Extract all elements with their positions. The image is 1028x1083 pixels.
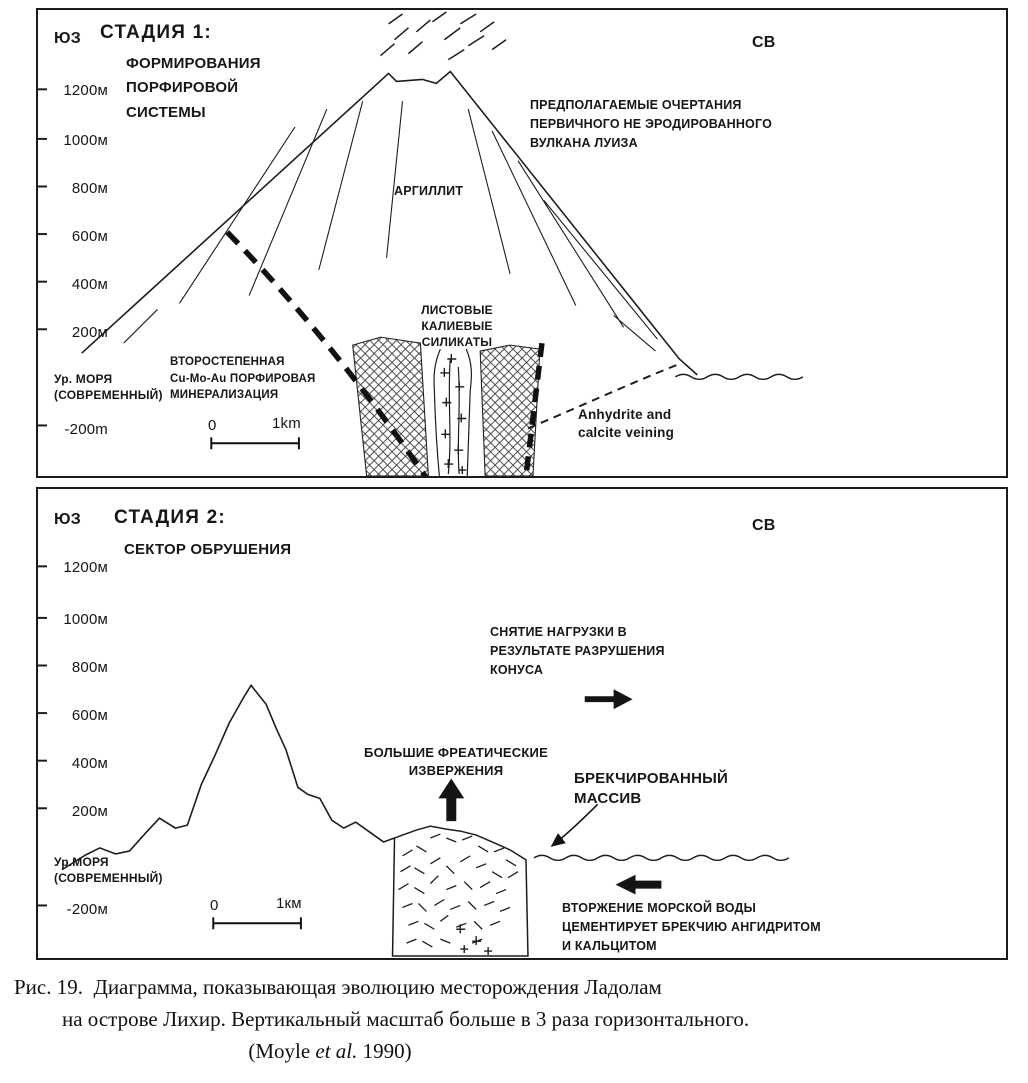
unloading-note: СНЯТИЕ НАГРУЗКИ В РЕЗУЛЬТАТЕ РАЗРУШЕНИЯ КОНУСА <box>490 625 665 677</box>
axis-label: 200м <box>71 324 108 341</box>
phreatic-arrow-up <box>438 779 464 822</box>
axis-label: 600м <box>71 707 108 724</box>
axis-label: 1200м <box>63 559 108 576</box>
breccia-leader-arrow <box>552 804 598 846</box>
et-al-italic: et al. <box>315 1039 358 1063</box>
stage2-drawing <box>38 489 1006 958</box>
seawater-note: ВТОРЖЕНИЕ МОРСКОЙ ВОДЫ ЦЕМЕНТИРУЕТ БРЕКЧИЮ АНГИДРИТОМ И КАЛЬЦИТОМ <box>562 901 821 953</box>
compass-sw-label: ЮЗ <box>54 511 81 528</box>
axis-label: 1000м <box>63 132 108 149</box>
axis-label: 800м <box>71 659 108 676</box>
axis-label: 1200м <box>63 82 108 99</box>
caption-citation: (Moyle et al. 1990) <box>248 1039 412 1063</box>
sea-level-label: Ур.МОРЯ (СОВРЕМЕННЫЙ) <box>54 855 163 886</box>
stage2-panel <box>36 487 1008 960</box>
stage-title: СТАДИЯ 1: <box>100 22 212 43</box>
stage-subtitle-line: ФОРМИРОВАНИЯ <box>126 55 261 72</box>
intrusion-core <box>434 349 471 476</box>
sea-surface <box>534 855 789 860</box>
anhydrite-veining-label: Anhydrite and calcite veining <box>578 407 675 440</box>
plus-symbols <box>440 354 466 474</box>
seawater-arrow-left <box>616 875 662 895</box>
axis-label-minus200: -200m <box>64 421 108 438</box>
elevation-ticks <box>38 89 47 425</box>
elevation-ticks <box>38 566 47 905</box>
axis-label: 1000м <box>63 611 108 628</box>
phreatic-eruptions-label: БОЛЬШИЕ ФРЕАТИЧЕСКИЕ ИЗВЕРЖЕНИЯ <box>364 745 548 779</box>
argillite-label: АРГИЛЛИТ <box>394 184 464 198</box>
caption-line-1: Рис. 19. Диаграмма, показывающая эволюцию месторождения Ладолам <box>14 975 662 999</box>
stage-title: СТАДИЯ 2: <box>114 507 226 528</box>
caption-line-2: на острове Лихир. Вертикальный масштаб больше в 3 раза горизонтального. <box>62 1007 750 1031</box>
sheeted-silicates-label: ЛИСТОВЫЕ КАЛИЕВЫЕ СИЛИКАТЫ <box>421 303 493 350</box>
stage-subtitle <box>126 52 261 125</box>
porphyry-mineralization-label: ВТОРОСТЕПЕННАЯ Cu-Mo-Au ПОРФИРОВАЯ МИНЕРАЛИЗАЦИЯ <box>170 356 316 402</box>
stage-subtitle-line: ПОРФИРОВОЙ <box>126 79 239 97</box>
scale-zero-label: 0 <box>210 897 219 914</box>
axis-label-minus200: -200м <box>66 901 108 918</box>
stage-subtitle-line: СИСТЕМЫ <box>126 103 206 121</box>
axis-label: 400м <box>71 276 108 293</box>
potassic-hatch-zones <box>353 337 540 476</box>
axis-label: 600м <box>71 228 108 245</box>
stage-subtitle: СЕКТОР ОБРУШЕНИЯ <box>124 541 292 558</box>
eruption-plume <box>381 12 506 60</box>
scale-1km-label: 1км <box>276 895 302 912</box>
sea-level-label: Ур. МОРЯ (СОВРЕМЕННЫЙ) <box>54 372 163 403</box>
compass-ne-label: СВ <box>752 34 776 51</box>
axis-label: 400м <box>71 755 108 772</box>
scale-1km-label: 1km <box>272 415 301 432</box>
axis-label: 800м <box>71 180 108 197</box>
mountain-profile <box>62 685 395 869</box>
brecciated-mass-label: БРЕКЧИРОВАННЫЙ МАССИВ <box>574 770 728 808</box>
scale-zero-label: 0 <box>208 417 217 434</box>
axis-label: 200м <box>71 803 108 820</box>
scale-bar <box>213 917 301 929</box>
stage1-panel <box>36 8 1008 478</box>
scale-bar <box>211 437 299 449</box>
sea-surface <box>675 374 802 379</box>
unloading-arrow-right <box>585 689 633 709</box>
compass-ne-label: СВ <box>752 517 776 534</box>
volcano-outline-note: ПРЕДПОЛАГАЕМЫЕ ОЧЕРТАНИЯ ПЕРВИЧНОГО НЕ ЭРОДИРОВАННОГО ВУЛКАНА ЛУИЗА <box>530 98 773 150</box>
breccia-body <box>393 826 528 956</box>
compass-sw-label: ЮЗ <box>54 30 81 47</box>
